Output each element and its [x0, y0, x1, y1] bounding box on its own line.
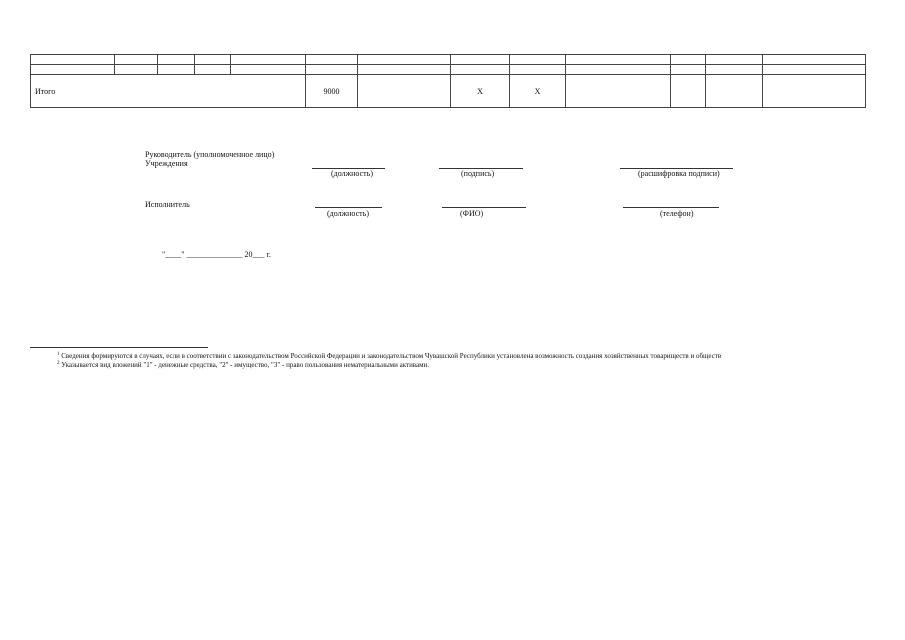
- head-title-line2: Учреждения: [145, 159, 188, 168]
- footnote-text: Сведения формируются в случаях, если в соответствии с законодательством Российской Федерации и законодательством Чувашской Республики установлена возможность создания хозяйственных товариществ и обществ: [61, 352, 722, 360]
- date-line: "____" ______________ 20___ г.: [162, 250, 271, 259]
- table-cell: [706, 65, 763, 75]
- table-cell: [566, 55, 671, 65]
- report-table: [30, 54, 866, 108]
- total-row: [31, 75, 866, 108]
- table-cell: [31, 65, 115, 75]
- table-cell: [566, 65, 671, 75]
- x-mark: X: [510, 75, 566, 108]
- head-decode-caption: (расшифровка подписи): [638, 169, 720, 178]
- footnote-mark: 1: [57, 352, 60, 357]
- table-cell: [358, 55, 451, 65]
- exec-name-caption: (ФИО): [460, 209, 484, 218]
- exec-position-caption: (должность): [327, 209, 369, 218]
- table-cell: [671, 55, 706, 65]
- x-mark: X: [451, 75, 510, 108]
- table-cell: [306, 65, 358, 75]
- table-cell: [195, 55, 231, 65]
- table-cell: [158, 55, 195, 65]
- total-label: Итого: [31, 75, 306, 108]
- table-cell: [231, 65, 306, 75]
- table-cell: [763, 75, 866, 108]
- executor-label: Исполнитель: [145, 200, 190, 209]
- table-cell: [510, 55, 566, 65]
- footnote-text: Указывается вид вложений "1" - денежные средства, "2" - имущество, "3" - право пользования нематериальными активами.: [61, 361, 430, 369]
- table-cell: [706, 55, 763, 65]
- table-cell: [358, 75, 451, 108]
- exec-position-line: [315, 207, 382, 208]
- footnote-mark: 2: [57, 361, 60, 366]
- table-cell: [566, 75, 671, 108]
- table-cell: [31, 55, 115, 65]
- exec-phone-line: [623, 207, 719, 208]
- table-cell: [671, 65, 706, 75]
- head-title-line1: Руководитель (уполномоченное лицо): [145, 150, 275, 159]
- footnote-separator: [30, 347, 208, 348]
- table-cell: [195, 65, 231, 75]
- table-cell: [115, 65, 158, 75]
- table-cell: [158, 65, 195, 75]
- table-cell: [671, 75, 706, 108]
- table-cell: [451, 55, 510, 65]
- table-cell: [706, 75, 763, 108]
- head-signature-caption: (подпись): [461, 169, 495, 178]
- table-cell: [763, 55, 866, 65]
- table-row: [31, 65, 866, 75]
- table-cell: [358, 65, 451, 75]
- table-cell: [763, 65, 866, 75]
- footnote-1: [57, 352, 721, 360]
- table-cell: [306, 55, 358, 65]
- table-row: [31, 55, 866, 65]
- table-cell: [115, 55, 158, 65]
- exec-phone-caption: (телефон): [660, 209, 694, 218]
- table-cell: [510, 65, 566, 75]
- table-cell: [231, 55, 306, 65]
- total-code: 9000: [306, 75, 358, 108]
- exec-name-line: [442, 207, 526, 208]
- head-position-caption: (должность): [331, 169, 373, 178]
- table-cell: [451, 65, 510, 75]
- footnote-2: [57, 361, 429, 369]
